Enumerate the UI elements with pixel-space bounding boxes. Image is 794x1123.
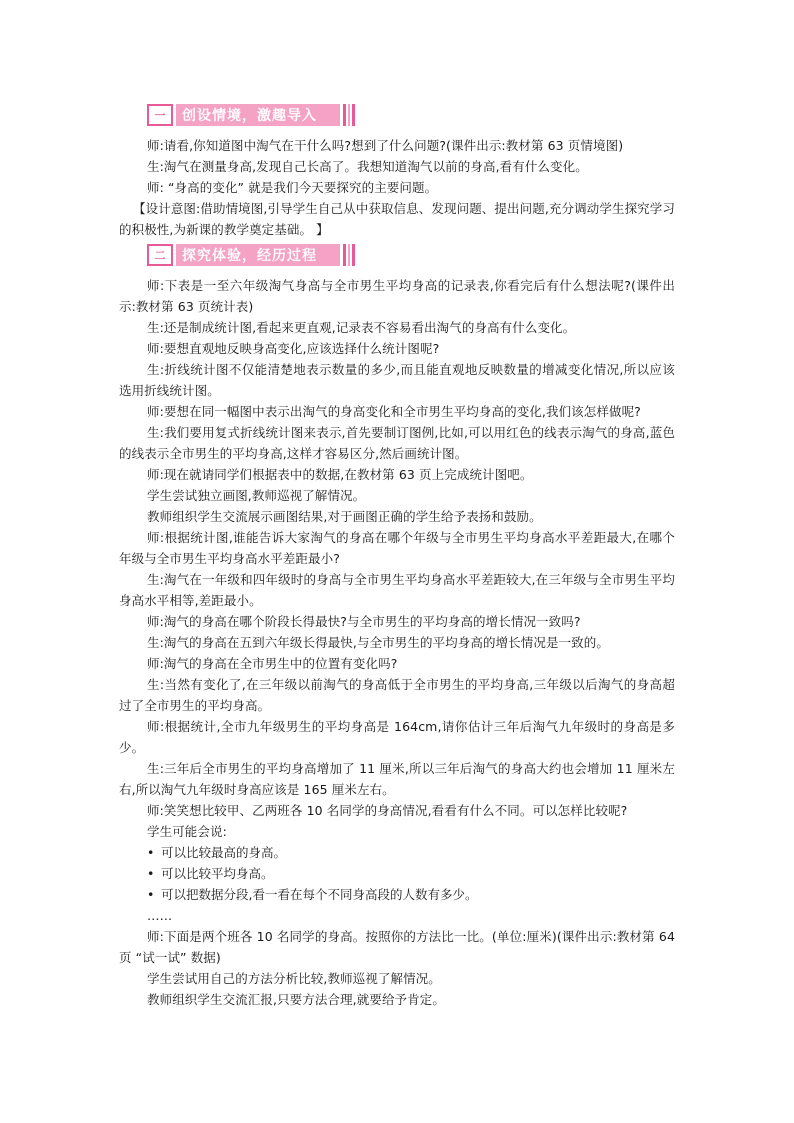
banner-stripes-decoration (343, 244, 357, 266)
list-item-text: 可以把数据分段,看一看在每个不同身高段的人数有多少。 (161, 887, 478, 902)
paragraph: 师:要想直观地反映身高变化,应该选择什么统计图呢? (147, 341, 440, 356)
paragraph: 生:淘气在测量身高,发现自己长高了。我想知道淘气以前的身高,看有什么变化。 (147, 159, 588, 174)
bullet-dot: • (147, 845, 155, 860)
banner-stripes-decoration (343, 104, 357, 126)
section-number-1: 一 (149, 106, 171, 124)
paragraph: 师:根据统计图,谁能告诉大家淘气的身高在哪个年级与全市男生平均身高水平差距最大,在哪个年级与全市男生平均身高水平差距最小? (119, 530, 675, 566)
list-item (147, 842, 675, 863)
lesson-content (119, 104, 675, 1010)
paragraph: 生:三年后全市男生的平均身高增加了 11 厘米,所以三年后淘气的身高大约也会增加 11 厘米左右,所以淘气九年级时身高应该是 165 厘米左右。 (119, 761, 675, 797)
section-banner-2 (147, 244, 357, 266)
paragraph: 师:下面是两个班各 10 名同学的身高。按照你的方法比一比。(单位:厘米)(课件出示:教材第 64 页 “试一试” 数据) (119, 929, 675, 965)
paragraph: 生:我们要用复式折线统计图来表示,首先要制订图例,比如,可以用红色的线表示淘气的身高,蓝色的线表示全市男生的平均身高,这样才容易区分,然后画统计图。 (119, 425, 675, 461)
paragraph: 生:淘气在一年级和四年级时的身高与全市男生平均身高水平差距较大,在三年级与全市男生平均身高水平相等,差距最小。 (119, 572, 675, 608)
design-intent-note: 【设计意图:借助情境图,引导学生自己从中获取信息、发现问题、提出问题,充分调动学生探究学习的积极性,为新课的教学奠定基础。 】 (119, 201, 675, 237)
section-number-2: 二 (149, 246, 171, 264)
bullet-dot: • (147, 866, 155, 881)
list-item (147, 863, 675, 884)
list-item-text: 可以比较平均身高。 (161, 866, 274, 881)
list-item (147, 884, 675, 905)
paragraph: 生:折线统计图不仅能清楚地表示数量的多少,而且能直观地反映数量的增减变化情况,所以应该选用折线统计图。 (119, 362, 675, 398)
paragraph: 师:淘气的身高在全市男生中的位置有变化吗? (147, 656, 398, 671)
paragraph: 师:请看,你知道图中淘气在干什么吗?想到了什么问题?(课件出示:教材第 63 页情境图) (147, 138, 624, 153)
paragraph: 师:要想在同一幅图中表示出淘气的身高变化和全市男生平均身高的变化,我们该怎样做呢? (147, 404, 641, 419)
paragraph: 学生尝试用自己的方法分析比较,教师巡视了解情况。 (147, 971, 441, 986)
paragraph: 生:淘气的身高在五到六年级长得最快,与全市男生的平均身高的增长情况是一致的。 (147, 635, 609, 650)
paragraph: 学生可能会说: (147, 824, 227, 839)
paragraph: 师:下表是一至六年级淘气身高与全市男生平均身高的记录表,你看完后有什么想法呢?(课件出示:教材第 63 页统计表) (119, 278, 675, 314)
section-number-box-1 (147, 104, 173, 126)
ellipsis: …… (147, 908, 173, 923)
paragraph: 生:当然有变化了,在三年级以前淘气的身高低于全市男生的平均身高,三年级以后淘气的身高超过了全市男生的平均身高。 (119, 677, 675, 713)
paragraph: 师: “身高的变化” 就是我们今天要探究的主要问题。 (147, 180, 438, 195)
paragraph: 师:淘气的身高在哪个阶段长得最快?与全市男生的平均身高的增长情况一致吗? (147, 614, 581, 629)
answer-bullet-list (119, 842, 675, 905)
list-item-text: 可以比较最高的身高。 (161, 845, 287, 860)
paragraph: 学生尝试独立画图,教师巡视了解情况。 (147, 488, 366, 503)
paragraph: 教师组织学生交流汇报,只要方法合理,就要给予肯定。 (147, 992, 445, 1007)
paragraph: 师:根据统计,全市九年级男生的平均身高是 164cm,请你估计三年后淘气九年级时的身高是多少。 (119, 719, 675, 755)
section-banner-1 (147, 104, 357, 126)
section-title-1: 创设情境，激趣导入 (176, 104, 340, 126)
paragraph: 师:现在就请同学们根据表中的数据,在教材第 63 页上完成统计图吧。 (147, 467, 533, 482)
section-title-2: 探究体验，经历过程 (176, 244, 340, 266)
paragraph: 师:笑笑想比较甲、乙两班各 10 名同学的身高情况,看看有什么不同。可以怎样比较呢? (147, 803, 628, 818)
paragraph: 教师组织学生交流展示画图结果,对于画图正确的学生给予表扬和鼓励。 (147, 509, 542, 524)
section-number-box-2 (147, 244, 173, 266)
paragraph: 生:还是制成统计图,看起来更直观,记录表不容易看出淘气的身高有什么变化。 (147, 320, 576, 335)
bullet-dot: • (147, 887, 155, 902)
